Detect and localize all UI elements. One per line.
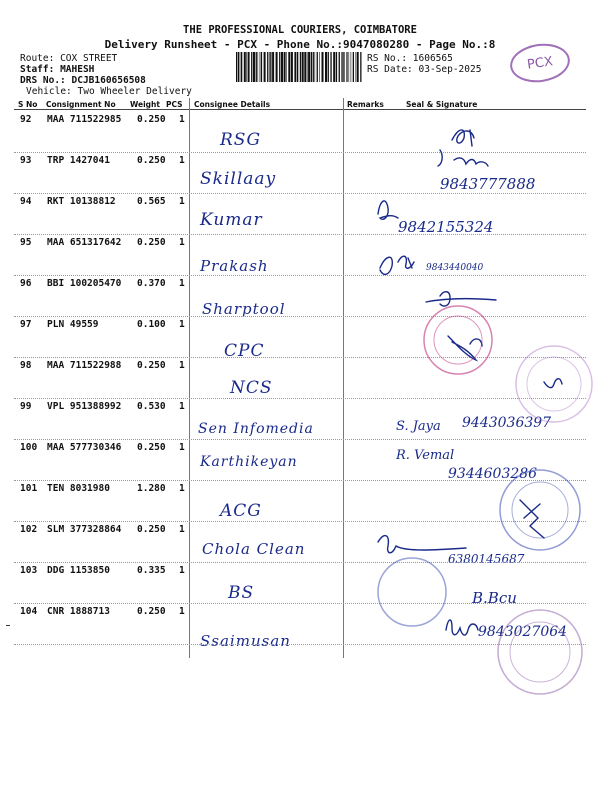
row-signature: R. Vemal [396, 448, 455, 463]
row-signature: S. Jaya [396, 419, 441, 434]
row-weight: 0.250 [137, 155, 166, 166]
vehicle-value: Two Wheeler Delivery [77, 86, 192, 97]
signature-92 [452, 130, 474, 146]
rs-date-value: 03-Sep-2025 [418, 64, 482, 75]
pcx-stamp: PCX [508, 40, 573, 86]
row-sno: 99 [20, 401, 32, 412]
row-pcs: 1 [179, 114, 185, 125]
row-phone: 9843777888 [440, 175, 536, 193]
signature-95 [380, 256, 414, 274]
row-consignment: RKT 10138812 [47, 196, 116, 207]
row-consignment: MAA 711522988 [47, 360, 122, 371]
stamp-row-104 [498, 610, 582, 694]
row-pcs: 1 [179, 483, 185, 494]
row-sno: 100 [20, 442, 38, 453]
col-consignee: Consignee Details [194, 100, 271, 109]
drs-value: DCJB160656508 [71, 75, 146, 86]
row-sno: 97 [20, 319, 32, 330]
row-pcs: 1 [179, 155, 185, 166]
row-weight: 0.530 [137, 401, 166, 412]
row-consignment: BBI 100205470 [47, 278, 122, 289]
signature-104 [446, 620, 478, 635]
row-consignee: Skillaay [200, 169, 277, 189]
signature-96 [426, 292, 496, 306]
row-consignee: Chola Clean [202, 540, 306, 558]
staff-line: Staff: MAHESH [20, 64, 95, 75]
row-pcs: 1 [179, 524, 185, 535]
row-consignment: PLN 49559 [47, 319, 99, 330]
route-line: Route: COX STREET [20, 53, 118, 64]
row-consignee: NCS [230, 378, 273, 398]
row-pcs: 1 [179, 360, 185, 371]
row-phone: 9843027064 [478, 624, 568, 640]
row-consignee: BS [228, 583, 255, 603]
row-consignment: DDG 1153850 [47, 565, 110, 576]
runsheet-subtitle: Delivery Runsheet - PCX - Phone No.:9047080280 - Page No.:8 [104, 38, 496, 51]
row-phone: 9843440040 [426, 263, 484, 273]
row-weight: 0.250 [137, 360, 166, 371]
row-consignee: Sen Infomedia [198, 421, 314, 437]
row-sno: 98 [20, 360, 32, 371]
signature-94 [378, 201, 398, 219]
row-consignee: Karthikeyan [200, 454, 298, 470]
row-sno: 94 [20, 196, 32, 207]
row-consignment: TEN 8031980 [47, 483, 110, 494]
row-consignee: ACG [220, 501, 262, 521]
col-weight: Weight [130, 100, 160, 109]
stamp-row-102 [378, 558, 446, 626]
row-consignment: SLM 377328864 [47, 524, 122, 535]
row-pcs: 1 [179, 278, 185, 289]
row-weight: 0.100 [137, 319, 166, 330]
row-sno: 95 [20, 237, 32, 248]
row-pcs: 1 [179, 401, 185, 412]
row-consignment: MAA 711522985 [47, 114, 122, 125]
row-consignee: Prakash [200, 257, 269, 275]
row-consignment: CNR 1888713 [47, 606, 110, 617]
row-sno: 102 [20, 524, 38, 535]
col-seal: Seal & Signature [406, 100, 478, 109]
row-consignee: Kumar [200, 210, 263, 230]
row-consignment: TRP 1427041 [47, 155, 110, 166]
company-title: THE PROFESSIONAL COURIERS, COIMBATORE [183, 24, 417, 36]
row-consignment: MAA 651317642 [47, 237, 122, 248]
staff-value: MAHESH [60, 64, 95, 75]
row-weight: 0.250 [137, 442, 166, 453]
row-weight: 0.370 [137, 278, 166, 289]
row-sno: 96 [20, 278, 32, 289]
col-consignment: Consignment No [46, 100, 116, 109]
row-weight: 0.250 [137, 606, 166, 617]
row-sno: 103 [20, 565, 38, 576]
row-consignment: VPL 951388992 [47, 401, 122, 412]
row-weight: 0.250 [137, 524, 166, 535]
row-phone: 6380145687 [448, 552, 525, 566]
row-sno: 92 [20, 114, 32, 125]
route-value: COX STREET [60, 53, 118, 64]
signature-102 [378, 536, 466, 553]
row-pcs: 1 [179, 196, 185, 207]
vehicle-line: Vehicle: Two Wheeler Delivery [26, 86, 192, 97]
row-pcs: 1 [179, 565, 185, 576]
row-pcs: 1 [179, 442, 185, 453]
row-sno: 101 [20, 483, 38, 494]
row-pcs: 1 [179, 606, 185, 617]
row-consignment: MAA 577730346 [47, 442, 122, 453]
row-pcs: 1 [179, 237, 185, 248]
signature-93 [438, 150, 488, 166]
row-phone: 9344603286 [448, 466, 538, 482]
row-weight: 0.565 [137, 196, 166, 207]
rs-no-line: RS No.: 1606565 [367, 53, 453, 64]
row-pcs: 1 [179, 319, 185, 330]
row-phone: 9842155324 [398, 218, 494, 236]
row-weight: 0.250 [137, 237, 166, 248]
rs-date-line: RS Date: 03-Sep-2025 [367, 64, 482, 75]
row-weight: 1.280 [137, 483, 166, 494]
row-weight: 0.335 [137, 565, 166, 576]
signature-97 [448, 336, 482, 360]
row-consignee: CPC [224, 341, 265, 361]
col-pcs: PCS [166, 100, 183, 109]
row-sno: 93 [20, 155, 32, 166]
rs-no-value: 1606565 [412, 53, 453, 64]
col-remarks: Remarks [347, 100, 384, 109]
row-phone: 9443036397 [462, 415, 552, 431]
row-consignee: Sharptool [202, 300, 286, 318]
row-weight: 0.250 [137, 114, 166, 125]
drs-line: DRS No.: DCJB160656508 [20, 75, 146, 86]
row-consignee: RSG [220, 130, 262, 150]
signature-98 [544, 379, 562, 388]
row-sno: 104 [20, 606, 38, 617]
row-consignee: Ssaimusan [200, 632, 291, 650]
row-signature: B.Bcu [472, 589, 517, 607]
col-sno: S No [18, 100, 38, 109]
